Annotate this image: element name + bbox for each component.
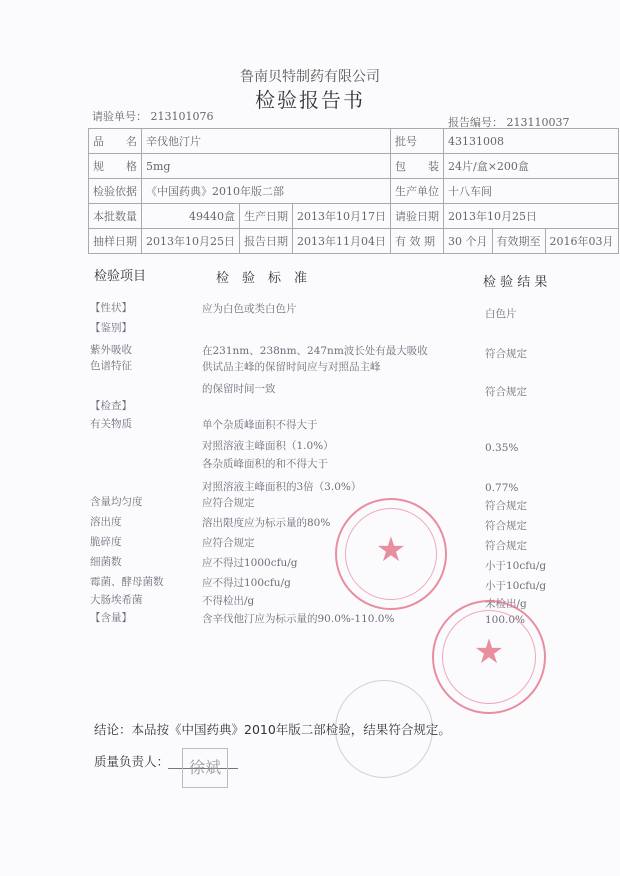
report-title: 检验报告书 — [255, 88, 365, 112]
cell-label: 包 装 — [391, 154, 444, 179]
row-result: 小于10cfu/g — [485, 580, 547, 592]
cell-label: 生产单位 — [391, 179, 444, 204]
row-standard: 应为白色或类白色片 — [202, 303, 297, 315]
cell-value: 辛伐他汀片 — [142, 129, 391, 154]
row-result: 白色片 — [485, 308, 517, 320]
cell-value: 24片/盒×200盒 — [444, 154, 619, 179]
row-item: 【鉴别】 — [90, 322, 132, 334]
row-standard: 溶出限度应为标示量的80% — [202, 517, 331, 529]
request-number — [92, 108, 214, 124]
cell-label: 本批数量 — [89, 204, 142, 229]
row-item: 含量均匀度 — [90, 496, 143, 508]
cell-label: 报告日期 — [240, 229, 293, 254]
report-no-label: 报告编号： — [448, 116, 503, 129]
star-icon: ★ — [473, 632, 505, 672]
company-name: 鲁南贝特制药有限公司 — [240, 69, 380, 85]
row-standard: 在231nm、238nm、247nm波长处有最大吸收 — [202, 345, 428, 357]
row-item: 霉菌、酵母菌数 — [90, 576, 164, 588]
table-row — [89, 229, 619, 254]
row-item: 大肠埃希菌 — [90, 594, 143, 606]
table-row — [89, 204, 619, 229]
table-row — [89, 154, 619, 179]
row-result: 符合规定 — [485, 540, 527, 552]
row-result: 未检出/g — [485, 598, 527, 610]
row-item: 细菌数 — [90, 556, 122, 568]
row-standard: 应不得过1000cfu/g — [202, 557, 298, 569]
row-item: 【检查】 — [90, 400, 132, 412]
cell-label: 抽样日期 — [89, 229, 142, 254]
request-no-label: 请验单号： — [92, 110, 147, 123]
table-row — [89, 129, 619, 154]
report-no-value: 213110037 — [506, 116, 570, 129]
signature: 徐斌 — [182, 748, 228, 788]
cell-label: 请验日期 — [391, 204, 444, 229]
row-result: 100.0% — [485, 614, 526, 626]
row-standard: 应符合规定 — [202, 537, 255, 549]
cell-label: 规 格 — [89, 154, 142, 179]
row-item: 脆碎度 — [90, 536, 122, 548]
row-result: 符合规定 — [485, 520, 527, 532]
row-item: 紫外吸收 — [90, 344, 132, 356]
row-result: 符合规定 — [485, 500, 527, 512]
row-item: 有关物质 — [90, 418, 132, 430]
row-standard: 对照溶液主峰面积的3倍（3.0%） — [202, 481, 362, 493]
row-standard: 供试品主峰的保留时间应与对照品主峰 — [202, 361, 381, 373]
cell-label: 检验依据 — [89, 179, 142, 204]
request-no-value: 213101076 — [150, 110, 214, 123]
cell-label: 生产日期 — [240, 204, 293, 229]
cell-label: 有 效 期 — [391, 229, 444, 254]
row-result: 符合规定 — [485, 386, 527, 398]
row-item: 【含量】 — [90, 612, 132, 624]
conclusion: 结论：本品按《中国药典》2010年版二部检验，结果符合规定。 — [94, 722, 451, 737]
cell-value: 《中国药典》2010年版二部 — [142, 179, 391, 204]
responsible-label: 质量负责人： — [94, 754, 170, 769]
cell-value: 2013年10月25日 — [142, 229, 240, 254]
cell-value: 43131008 — [444, 129, 619, 154]
row-standard: 各杂质峰面积的和不得大于 — [202, 458, 328, 470]
cell-label: 批号 — [391, 129, 444, 154]
row-standard: 含辛伐他汀应为标示量的90.0%-110.0% — [202, 613, 395, 625]
row-standard: 对照溶液主峰面积（1.0%） — [202, 440, 334, 452]
row-standard: 应符合规定 — [202, 497, 255, 509]
cell-value: 30 个月 — [444, 229, 493, 254]
cell-value: 5mg — [142, 154, 391, 179]
cell-value: 2013年11月04日 — [293, 229, 391, 254]
cell-value: 2013年10月25日 — [444, 204, 619, 229]
row-item: 【性状】 — [90, 302, 132, 314]
header-item: 检验项目 — [94, 269, 147, 284]
cell-value: 2013年10月17日 — [293, 204, 391, 229]
cell-value: 十八车间 — [444, 179, 619, 204]
star-icon: ★ — [375, 530, 407, 570]
row-result: 符合规定 — [485, 348, 527, 360]
cell-label: 品 名 — [89, 129, 142, 154]
header-result: 检 验 结 果 — [483, 275, 548, 290]
red-seal-1 — [335, 498, 447, 610]
info-table — [88, 128, 619, 254]
row-standard: 应不得过100cfu/g — [202, 577, 291, 589]
red-seal-2 — [432, 600, 546, 714]
row-item: 色谱特征 — [90, 360, 132, 372]
table-row — [89, 179, 619, 204]
cell-value: 2016年03月 — [545, 229, 618, 254]
row-standard: 不得检出/g — [202, 595, 255, 607]
row-standard: 的保留时间一致 — [202, 383, 276, 395]
cell-label: 有效期至 — [492, 229, 545, 254]
row-result: 0.35% — [485, 442, 519, 454]
row-result: 小于10cfu/g — [485, 560, 547, 572]
header-standard: 检 验 标 准 — [216, 271, 308, 286]
row-item: 溶出度 — [90, 516, 122, 528]
cell-value: 49440盒 — [142, 204, 240, 229]
row-result: 0.77% — [485, 482, 519, 494]
row-standard: 单个杂质峰面积不得大于 — [202, 419, 318, 431]
